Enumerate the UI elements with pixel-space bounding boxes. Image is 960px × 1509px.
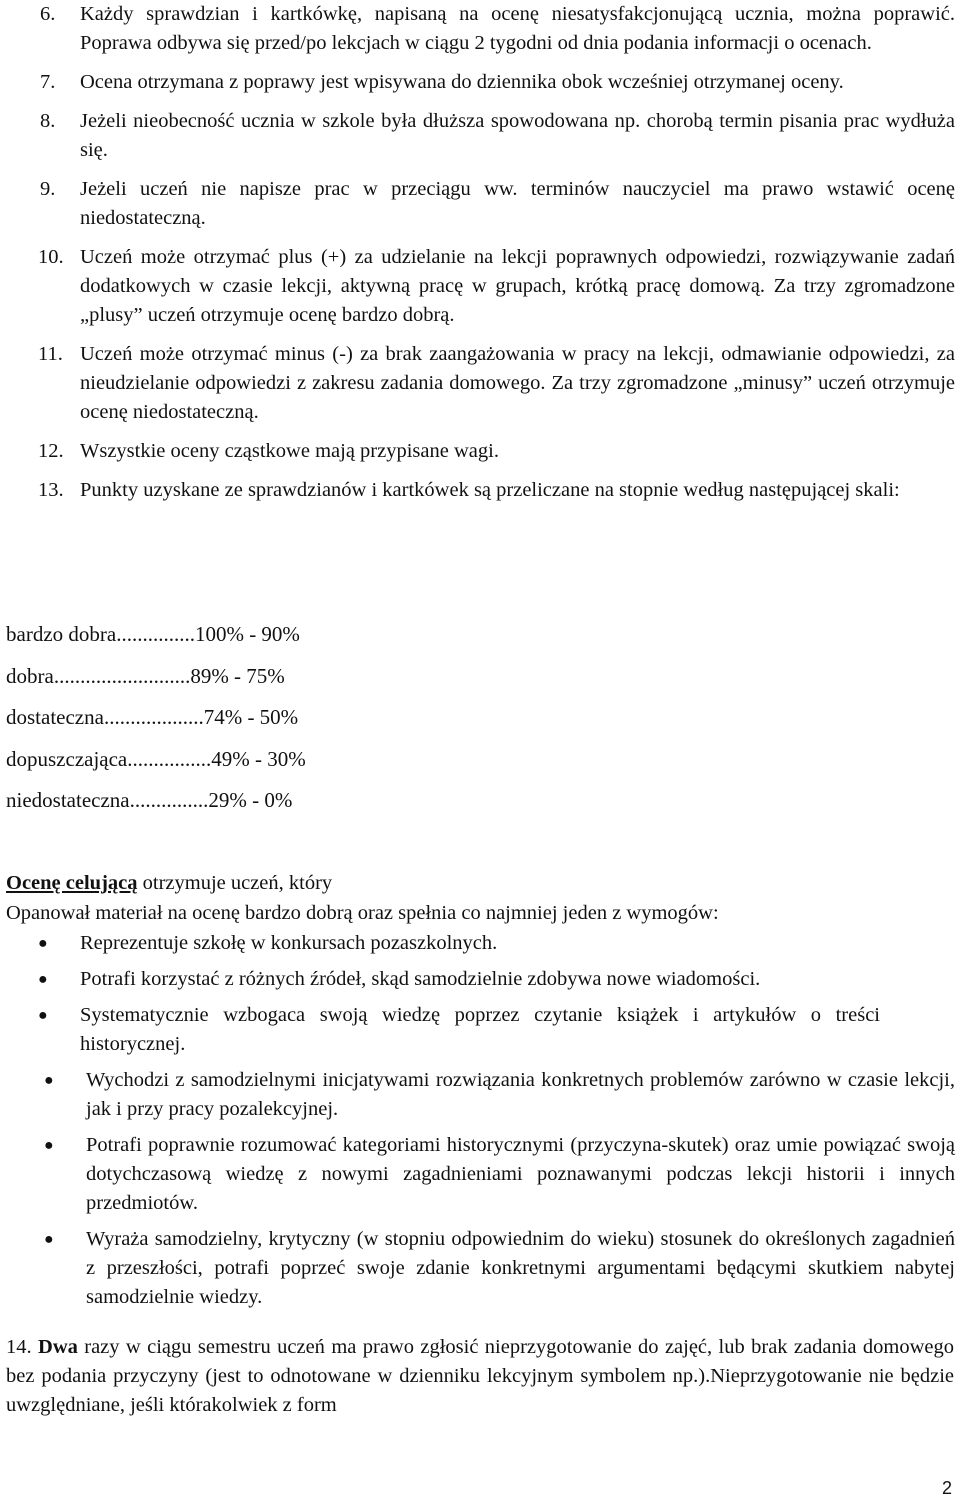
bullet-text: Potrafi poprawnie rozumować kategoriami historycznymi (przyczyna-skutek) oraz umie powiązać swoją dotychczasową wiedzę z nowymi zagadnieniami poznawanymi podczas lekcji historii i innych przedmiotów. <box>86 1134 955 1214</box>
scale-row-dostateczna: dostateczna...................74% - 50% <box>6 705 299 729</box>
celujaca-heading <box>6 869 332 898</box>
item-number: 8. <box>40 110 56 132</box>
item-text: razy w ciągu semestru uczeń ma prawo zgłosić nieprzygotowanie do zajęć, lub brak zadania domowego bez podania przyczyny (jest to odnotowane w dzienniku lekcyjnym symbolem np.).Nieprzygotowanie nie będzie uwzględniane, jeśli którakolwiek z form <box>6 1336 955 1416</box>
scale-row-dopuszczajaca: dopuszczająca................49% - 30% <box>6 747 306 771</box>
bullet-text: Reprezentuje szkołę w konkursach pozaszkolnych. <box>80 932 498 954</box>
item-text: Uczeń może otrzymać minus (-) za brak zaangażowania w pracy na lekcji, odmawianie odpowiedzi, za nieudzielanie odpowiedzi z zakresu zadania domowego. Za trzy zgromadzone „minusy” uczeń otrzymuje ocenę niedostateczną. <box>80 343 955 423</box>
list-item-10 <box>0 243 955 330</box>
bullet-item <box>38 965 955 994</box>
item-text: Uczeń może otrzymać plus (+) za udzielanie na lekcji poprawnych odpowiedzi, rozwiązywanie zadań dodatkowych w czasie lekcji, aktywną pracę w grupach, krótką pracę domową. Za trzy zgromadzone „plusy” uczeń otrzymuje ocenę bardzo dobrą. <box>80 246 955 326</box>
bullet-item <box>44 1066 955 1124</box>
list-item-12 <box>0 437 955 466</box>
item-number: 13. <box>38 479 64 501</box>
bullet-icon: ● <box>38 935 48 952</box>
list-item-8 <box>0 107 955 165</box>
item-text: Każdy sprawdzian i kartkówkę, napisaną na ocenę niesatysfakcjonującą ucznia, można poprawić. Poprawa odbywa się przed/po lekcjach w ciągu 2 tygodni od dnia podania informacji o ocenach. <box>80 3 955 54</box>
celujaca-bullet-list <box>38 929 955 1312</box>
item-text: Ocena otrzymana z poprawy jest wpisywana do dziennika obok wcześniej otrzymanej oceny. <box>80 71 844 93</box>
bullet-text: Systematycznie wzbogaca swoją wiedzę poprzez czytanie książek i artykułów o treści historycznej. <box>80 1004 880 1055</box>
item-number: 10. <box>38 246 64 268</box>
item-number: 14. <box>6 1336 32 1358</box>
item-text: Jeżeli nieobecność ucznia w szkole była dłuższa spowodowana np. chorobą termin pisania prac wydłuża się. <box>80 110 955 161</box>
item-number: 11. <box>38 343 63 365</box>
celujaca-intro: Opanował materiał na ocenę bardzo dobrą oraz spełnia co najmniej jeden z wymogów: <box>6 902 719 924</box>
item-text: Jeżeli uczeń nie napisze prac w przeciągu ww. terminów nauczyciel ma prawo wstawić ocenę niedostateczną. <box>80 178 955 229</box>
bullet-item <box>44 1131 955 1218</box>
bullet-item <box>38 929 955 958</box>
list-item-6 <box>0 0 955 58</box>
list-item-13 <box>0 476 955 505</box>
bullet-icon: ● <box>44 1137 54 1154</box>
list-item-7 <box>0 68 955 97</box>
item-number: 7. <box>40 71 56 93</box>
bullet-icon: ● <box>44 1072 54 1089</box>
bullet-icon: ● <box>38 1007 48 1024</box>
numbered-list <box>0 0 960 505</box>
item-number: 6. <box>40 3 56 25</box>
bullet-text: Potrafi korzystać z różnych źródeł, skąd samodzielnie zdobywa nowe wiadomości. <box>80 968 761 990</box>
item14-bold-word: Dwa <box>38 1336 78 1358</box>
bullet-text: Wyraża samodzielny, krytyczny (w stopniu odpowiednim do wieku) stosunek do określonych zagadnień z przeszłości, potrafi poprzeć swoje zdanie konkretnymi argumentami będącymi skutkiem nabytej samodzielnie wiedzy. <box>86 1228 955 1308</box>
bullet-icon: ● <box>44 1231 54 1248</box>
scale-row-niedostateczna: niedostateczna...............29% - 0% <box>6 788 293 812</box>
item-text: Wszystkie oceny cząstkowe mają przypisane wagi. <box>80 440 499 462</box>
item-number: 12. <box>38 440 64 462</box>
scale-row-dobra: dobra..........................89% - 75% <box>6 664 285 688</box>
scale-row-bardzo-dobra: bardzo dobra...............100% - 90% <box>6 622 300 646</box>
celujaca-rest: otrzymuje uczeń, który <box>137 872 333 894</box>
bullet-icon: ● <box>38 971 48 988</box>
item-text: Punkty uzyskane ze sprawdzianów i kartkówek są przeliczane na stopnie według następującej skali: <box>80 479 900 501</box>
list-item-11 <box>0 340 955 427</box>
item-number: 9. <box>40 178 56 200</box>
celujaca-bold: Ocenę celującą <box>6 872 138 894</box>
bullet-text: Wychodzi z samodzielnymi inicjatywami rozwiązania konkretnych problemów zarówno w czasie lekcji, jak i przy pracy pozalekcyjnej. <box>86 1069 955 1120</box>
bullet-item <box>44 1225 955 1312</box>
list-item-9 <box>0 175 955 233</box>
list-item-14 <box>6 1333 954 1420</box>
page-number: 2 <box>941 1478 952 1498</box>
bullet-item <box>38 1001 880 1059</box>
